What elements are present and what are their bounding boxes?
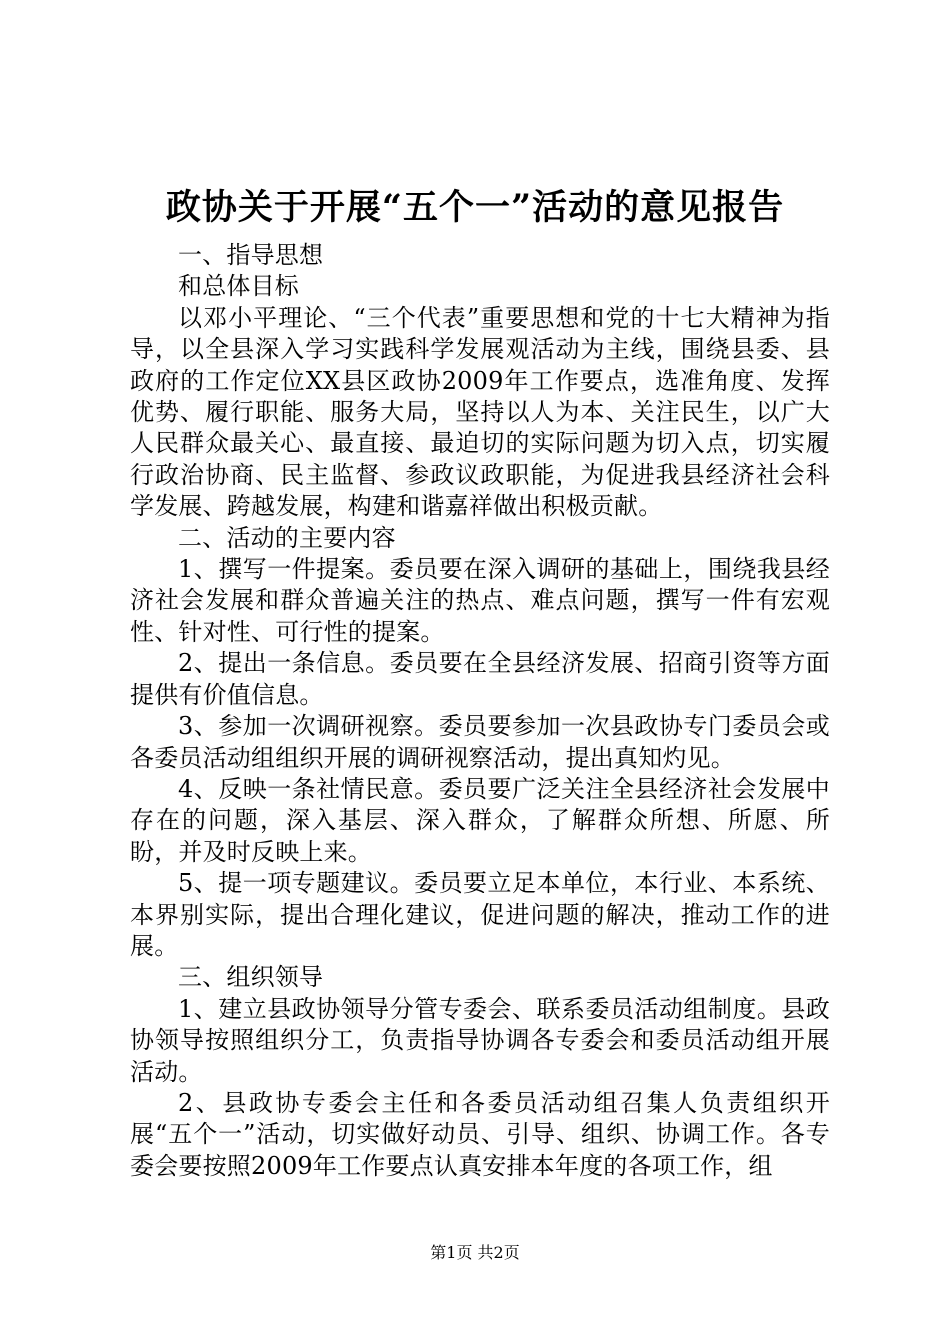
document-title: 政协关于开展“五个一”活动的意见报告 [165, 187, 785, 228]
document-body [130, 240, 830, 1182]
section-heading: 二、活动的主要内容 [178, 523, 396, 552]
paragraph: 3、参加一次调研视察。委员要参加一次县政协专门委员会或各委员活动组组织开展的调研视察活动，提出真知灼见。 [130, 712, 830, 772]
paragraph: 5、提一项专题建议。委员要立足本单位，本行业、本系统、本界别实际，提出合理化建议，促进问题的解决，推动工作的进展。 [130, 869, 830, 960]
paragraph: 以邓小平理论、“三个代表”重要思想和党的十七大精神为指导，以全县深入学习实践科学发展观活动为主线，围绕县委、县政府的工作定位XX县区政协2009年工作要点，选准角度、发挥优势、履行职能、服务大局，坚持以人为本、关注民生，以广大人民群众最关心、最直接、最迫切的实际问题为切入点，切实履行政治协商、民主监督、参政议政职能，为促进我县经济社会科学发展、跨越发展，构建和谐嘉祥做出积极贡献。 [130, 303, 830, 521]
paragraph: 1、建立县政协领导分管专委会、联系委员活动组制度。县政协领导按照组织分工，负责指导协调各专委会和委员活动组开展活动。 [130, 994, 830, 1086]
page-number-footer: 第1页 共2页 [430, 1243, 520, 1262]
section-heading: 和总体目标 [178, 272, 299, 301]
paragraph: 1、撰写一件提案。委员要在深入调研的基础上，围绕我县经济社会发展和群众普遍关注的热点、难点问题，撰写一件有宏观性、针对性、可行性的提案。 [130, 555, 830, 646]
section-heading: 一、指导思想 [178, 241, 324, 269]
section-heading: 三、组织领导 [178, 963, 324, 992]
paragraph: 4、反映一条社情民意。委员要广泛关注全县经济社会发展中存在的问题，深入基层、深入群众，了解群众所想、所愿、所盼，并及时反映上来。 [130, 774, 830, 866]
paragraph: 2、提出一条信息。委员要在全县经济发展、招商引资等方面提供有价值信息。 [130, 649, 830, 709]
paragraph: 2、县政协专委会主任和各委员活动组召集人负责组织开展“五个一”活动，切实做好动员、引导、组织、协调工作。各专委会要按照2009年工作要点认真安排本年度的各项工作，组 [130, 1088, 830, 1180]
